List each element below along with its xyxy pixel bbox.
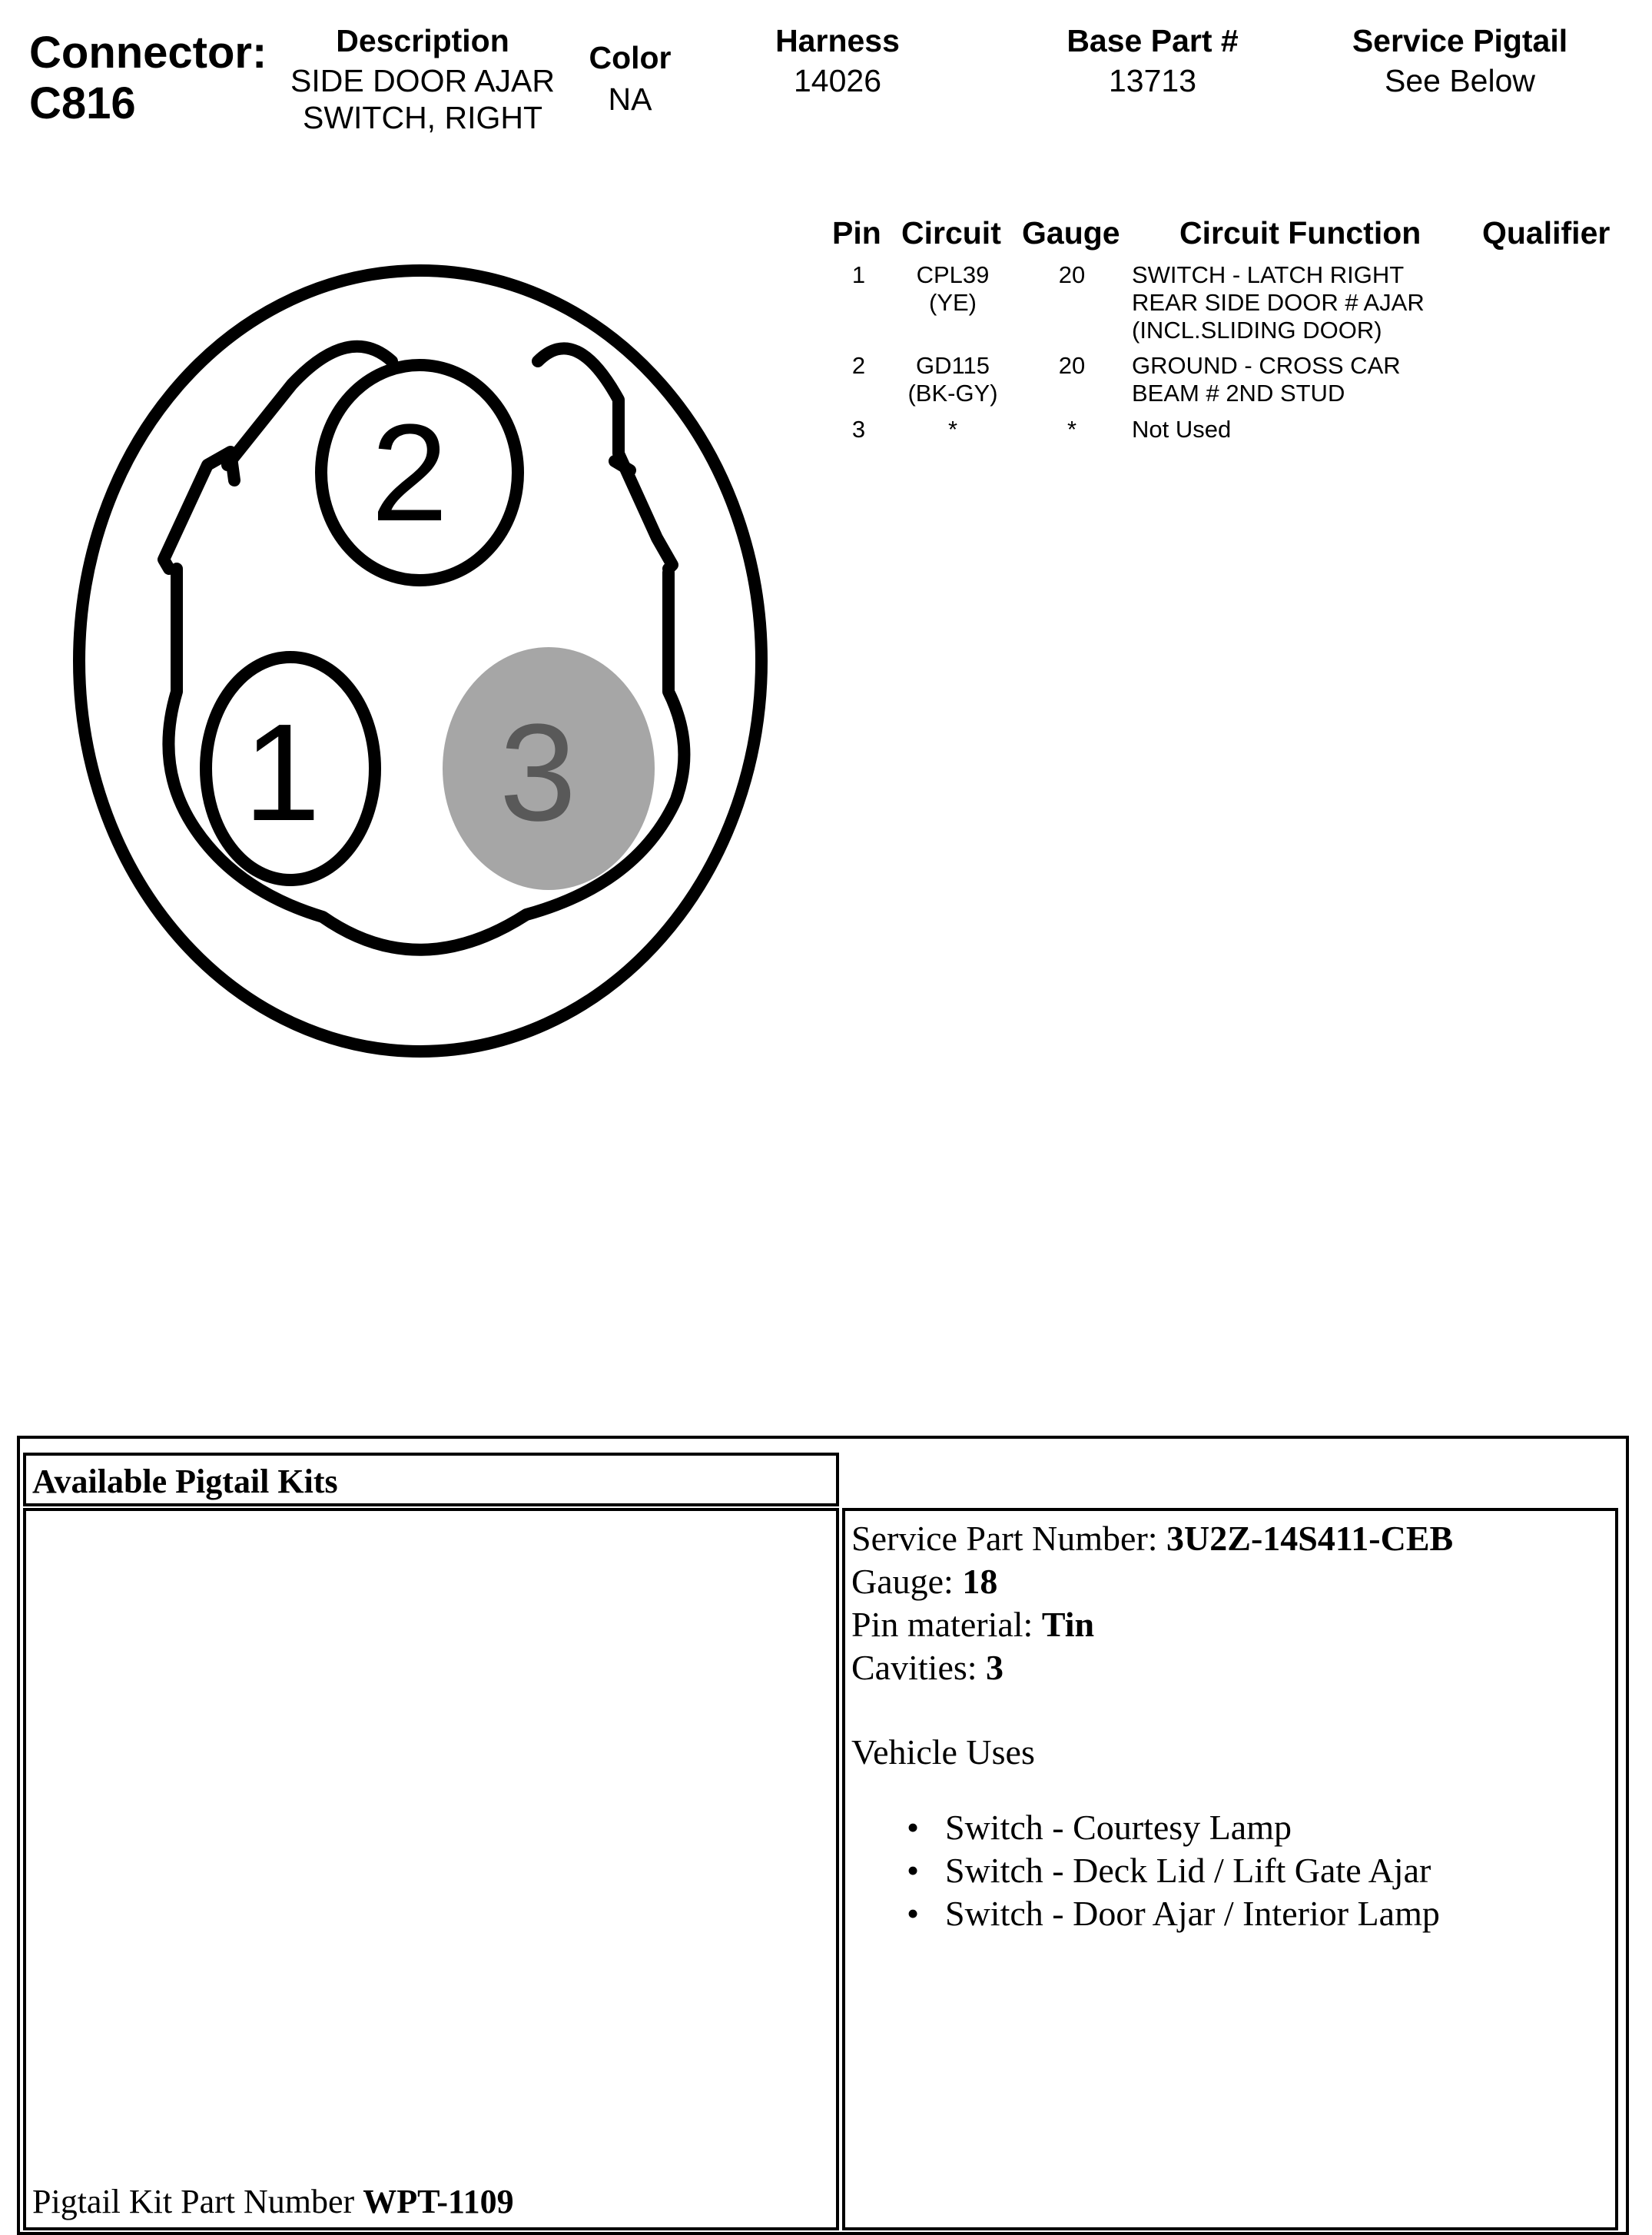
- col-header-qualifier: Qualifier: [1482, 215, 1611, 251]
- color-value: NA: [608, 81, 652, 117]
- col-header-gauge: Gauge: [1022, 215, 1120, 251]
- pigtail-title-cell: [23, 1453, 839, 1506]
- pin-2-number: 2: [370, 396, 449, 550]
- pin-1-number: 1: [243, 696, 321, 850]
- vehicle-uses-heading: Vehicle Uses: [851, 1732, 1035, 1772]
- connector-label: Connector:: [29, 28, 267, 78]
- gauge-value: 18: [962, 1562, 998, 1601]
- gauge-line: [851, 1560, 1453, 1603]
- base-part-label: Base Part #: [1067, 23, 1239, 58]
- list-item: • Switch - Door Ajar / Interior Lamp: [907, 1892, 1453, 1935]
- function-cell: GROUND - CROSS CAR BEAM # 2ND STUD: [1132, 352, 1401, 407]
- gauge-cell: 20: [1058, 352, 1086, 379]
- pigtail-details-cell: [842, 1508, 1618, 2230]
- pin-material-line: [851, 1603, 1453, 1646]
- connector-face-diagram: [0, 0, 807, 1091]
- vehicle-uses-list: [907, 1806, 1453, 1935]
- harness-value: 14026: [793, 63, 881, 98]
- service-pigtail-label: Service Pigtail: [1352, 23, 1568, 58]
- col-header-circuit: Circuit: [901, 215, 1001, 251]
- color-label: Color: [589, 40, 672, 75]
- circuit-cell: GD115 (BK-GY): [907, 352, 998, 407]
- pin-3-number: 3: [499, 696, 577, 850]
- pin-material-value: Tin: [1041, 1605, 1095, 1644]
- gauge-cell: 20: [1058, 261, 1086, 288]
- circuit-cell: CPL39 (YE): [916, 261, 990, 316]
- cavities-label: Cavities:: [851, 1648, 987, 1687]
- description-label: Description: [336, 23, 509, 58]
- service-pigtail-value: See Below: [1384, 63, 1535, 98]
- col-header-circuit-function: Circuit Function: [1179, 215, 1421, 251]
- list-item: • Switch - Deck Lid / Lift Gate Ajar: [907, 1849, 1453, 1892]
- connector-id: C816: [29, 78, 136, 128]
- gauge-label: Gauge:: [851, 1562, 963, 1601]
- pigtail-kit-value: WPT-1109: [363, 2183, 514, 2220]
- harness-label: Harness: [775, 23, 900, 58]
- cavities-value: 3: [986, 1648, 1004, 1687]
- base-part-column: [1030, 23, 1275, 99]
- gauge-cell: *: [1067, 416, 1077, 443]
- list-item: • Switch - Courtesy Lamp: [907, 1806, 1453, 1849]
- pin-cell: 3: [851, 416, 866, 443]
- circuit-cell: *: [947, 416, 958, 443]
- function-cell: Not Used: [1132, 416, 1232, 443]
- pigtail-details: [851, 1517, 1453, 1935]
- cavities-line: [851, 1646, 1453, 1689]
- function-cell: SWITCH - LATCH RIGHT REAR SIDE DOOR # AJAR (INCL.SLIDING DOOR): [1132, 261, 1425, 344]
- pin-cell: 2: [851, 352, 866, 379]
- pigtail-image-cell: [23, 1508, 839, 2230]
- service-part-label: Service Part Number:: [851, 1519, 1167, 1558]
- service-pigtail-column: [1329, 23, 1591, 99]
- service-part-number-line: [851, 1517, 1453, 1560]
- pin-cell: 1: [851, 261, 866, 288]
- pin-material-label: Pin material:: [851, 1605, 1042, 1644]
- base-part-value: 13713: [1108, 63, 1196, 98]
- description-value: SIDE DOOR AJAR SWITCH, RIGHT: [290, 63, 555, 135]
- col-header-pin: Pin: [832, 215, 881, 251]
- service-part-value: 3U2Z-14S411-CEB: [1166, 1519, 1454, 1558]
- pigtail-kit-label: Pigtail Kit Part Number: [32, 2183, 363, 2220]
- pigtail-title: Available Pigtail Kits: [32, 1463, 338, 1500]
